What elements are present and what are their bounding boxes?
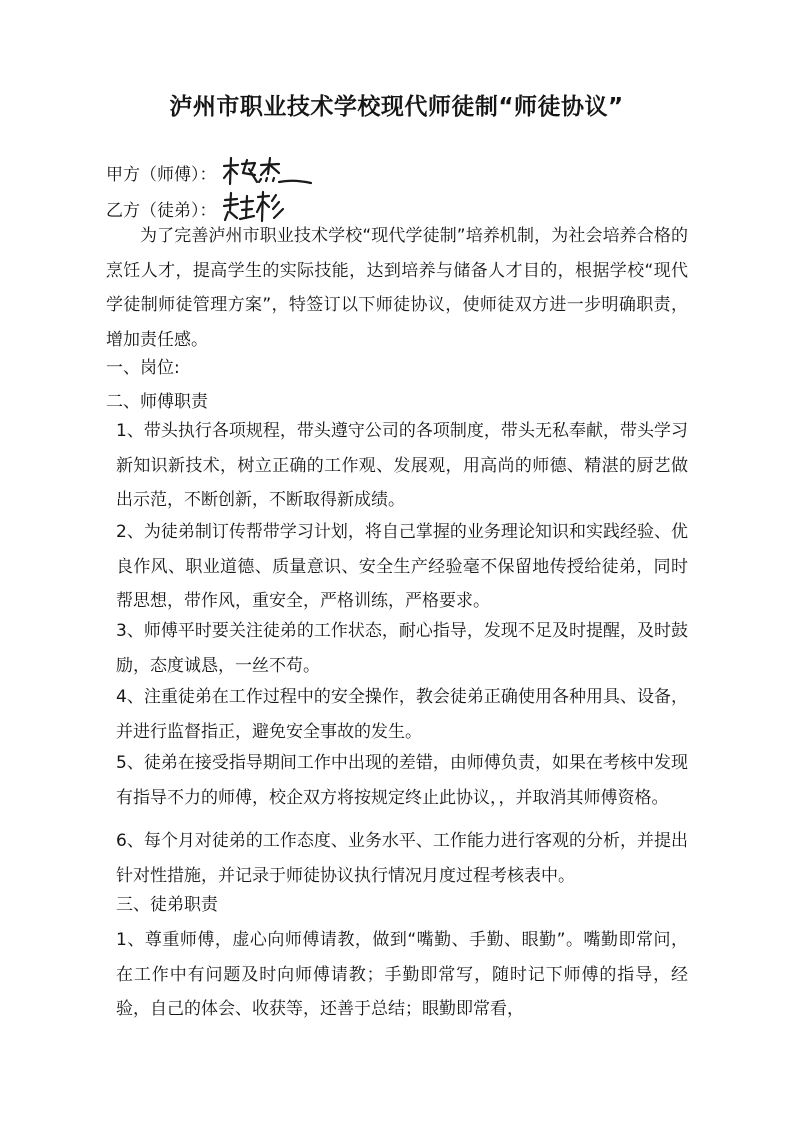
master-duty-item: 4、注重徒弟在工作过程中的安全操作，教会徒弟正确使用各种用具、设备，并进行监督指正，避免安全事故的发生。 (116, 687, 688, 742)
party-b-label: 乙方（徒弟）： (106, 200, 217, 221)
master-duty-item: 1、带头执行各项规程，带头遵守公司的各项制度，带头无私奉献，带头学习新知识新技术，树立正确的工作观、发展观，用高尚的师德、精湛的厨艺做出示范，不断创新，不断取得新成绩。 (116, 421, 688, 510)
party-a-label: 甲方（师傅）： (106, 164, 217, 185)
master-duty-item: 6、每个月对徒弟的工作态度、业务水平、工作能力进行客观的分析，并提出针对性措施，并记录于师徒协议执行情况月度过程考核表中。 (116, 831, 688, 886)
document-title: 泸州市职业技术学校现代师徒制“师徒协议” (169, 94, 624, 120)
section-master-duties-heading: 二、师傅职责 (106, 392, 208, 412)
master-duty-item: 2、为徒弟制订传帮带学习计划，将自己掌握的业务理论知识和实践经验、优良作风、职业道德、质量意识、安全生产经验毫不保留地传授给徒弟，同时帮思想，带作风，重安全，严格训练，严格要求。 (116, 522, 688, 611)
intro-paragraph: 为了完善泸州市职业技术学校“现代学徒制”培养机制，为社会培养合格的烹饪人才，提高学生的实际技能，达到培养与储备人才目的，根据学校“现代学徒制师徒管理方案”，特签订以下师徒协议，使师徒双方进一步明确职责，增加责任感。 (106, 226, 688, 350)
apprentice-duty-item: 1、尊重师傅，虚心向师傅请教，做到“嘴勤、手勤、眼勤”。嘴勤即常问，在工作中有问题及时向师傅请教；手勤即常写，随时记下师傅的指导，经验，自己的体会、收获等，还善于总结；眼勤即常看， (116, 930, 688, 1019)
master-duty-item: 5、徒弟在接受指导期间工作中出现的差错，由师傅负责，如果在考核中发现有指导不力的师傅，校企双方将按规定终止此协议，，并取消其师傅资格。 (116, 753, 688, 808)
section-post-heading: 一、岗位: (106, 358, 180, 378)
party-a-signature (221, 156, 313, 193)
master-duty-item: 3、师傅平时要关注徒弟的工作状态，耐心指导，发现不足及时提醒，及时鼓励，态度诚恳，一丝不苟。 (116, 621, 688, 676)
party-a-line (106, 156, 313, 193)
section-apprentice-duties-heading: 三、徒弟职责 (116, 895, 218, 915)
